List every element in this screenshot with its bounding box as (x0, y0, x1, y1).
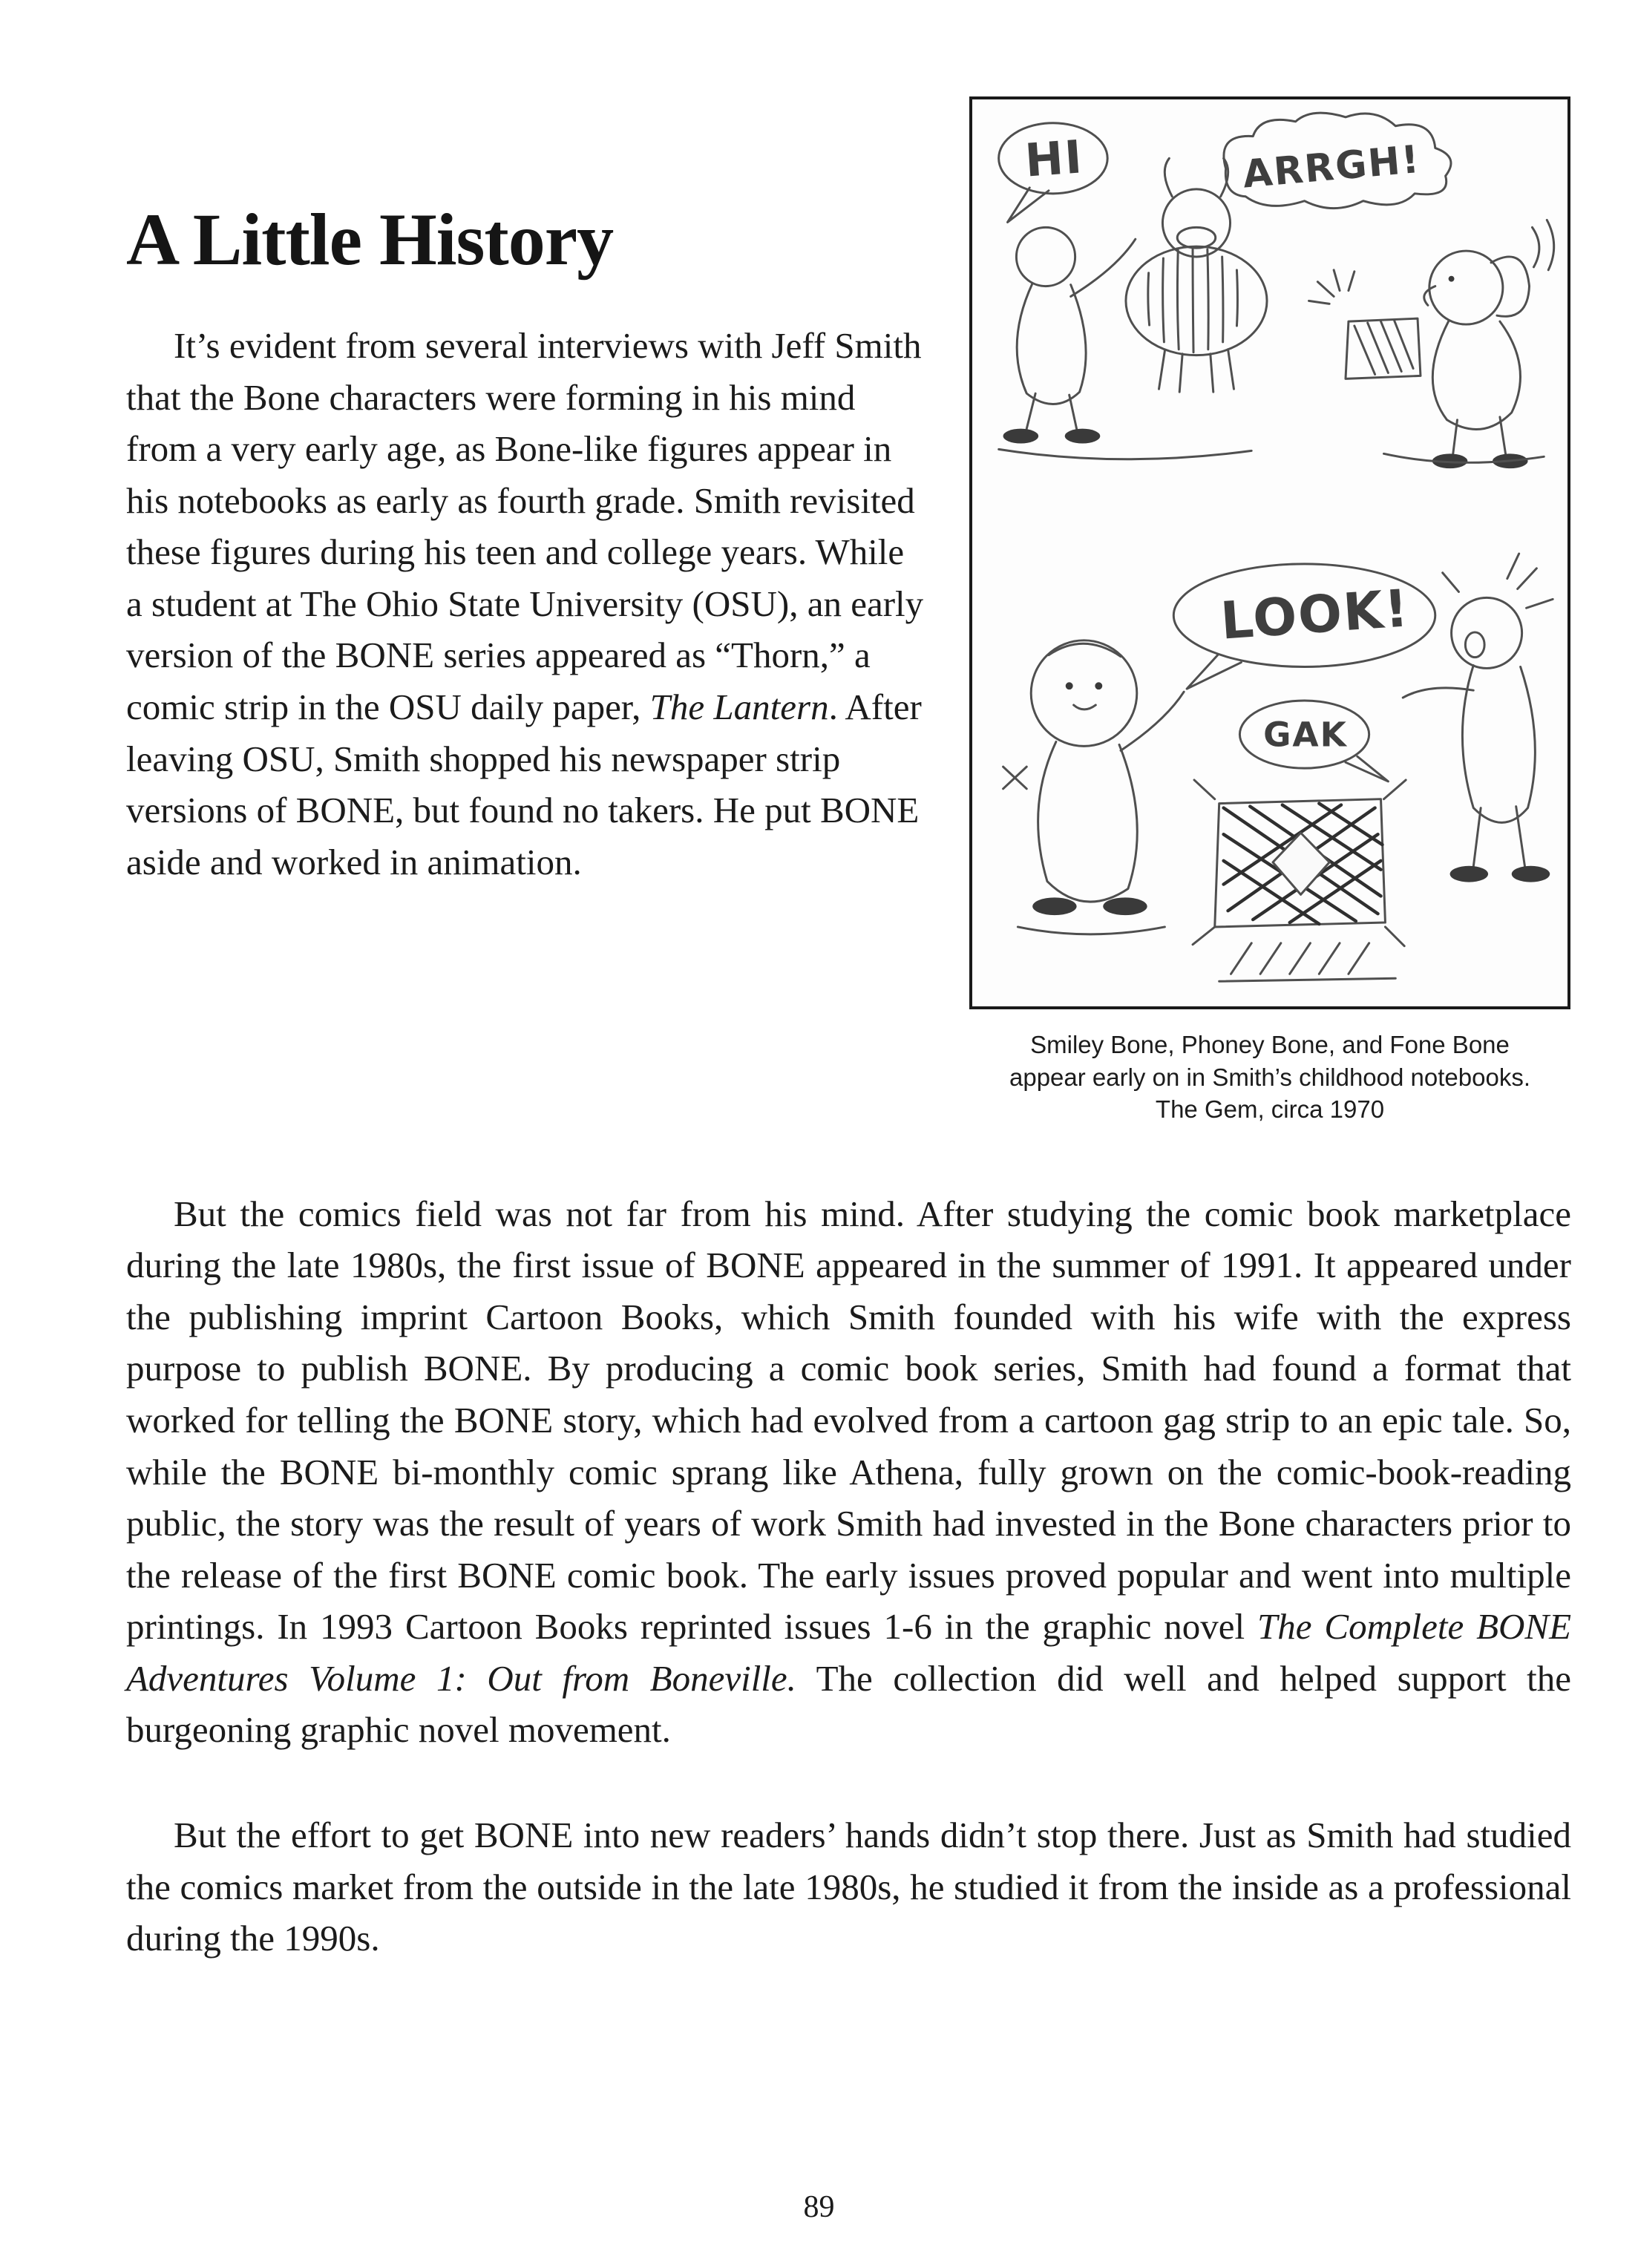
left-column (126, 96, 928, 888)
figure-caption: Smiley Bone, Phoney Bone, and Fone Bone appear early on in Smith’s childhood notebooks. The Gem, circa 1970 (1009, 1031, 1530, 1124)
boneville-title-italic: The Complete BONE Adventures Volume 1: Out from Boneville. (126, 1606, 1572, 1699)
closing-paragraph: But the effort to get BONE into new readers’ hands didn’t stop there. Just as Smith had studied the comics market from the outside in the late 1980s, he studied it from the inside as a professional during the 1990s. (126, 1815, 1571, 1959)
speech-bubble-look-text: LOOK! (1219, 579, 1412, 652)
childhood-sketch-figure (969, 96, 1570, 1126)
hatch-marks-sketch (1219, 943, 1396, 981)
dog-character-sketch (1424, 220, 1554, 468)
page-heading: A Little History (126, 198, 614, 281)
sketch-image-frame (969, 96, 1570, 1009)
waving-character-sketch (1003, 227, 1136, 443)
top-section (126, 96, 1571, 1126)
hatched-crate-sketch (1308, 270, 1420, 379)
pointing-character-sketch (1403, 554, 1553, 882)
intro-paragraph (126, 320, 928, 888)
paragraph-text: The collection did well and helped support the burgeoning graphic novel movement. (126, 1657, 1571, 1751)
paragraph-text: . After leaving OSU, Smith shopped his newspaper strip versions of BONE, but found no takers. He put BONE aside and worked in animation. (126, 686, 922, 882)
history-paragraph (126, 1188, 1571, 1756)
speech-bubble-gak-text: GAK (1263, 715, 1348, 755)
speech-bubble-arrgh-text: ARRGH! (1241, 137, 1423, 197)
paragraph-text: It’s evident from several interviews with Jeff Smith that the Bone characters were forming in his mind from a very early age, as Bone-like figures appear in his notebooks as early as fourth grade. Smith revisited these figures during his teen and college years. While a student at The Ohio State University (OSU), an early version of the BONE series appeared as “Thorn,” a comic strip in the OSU daily paper, (126, 325, 924, 728)
ground-line-sketch (1018, 927, 1164, 934)
page-number: 89 (803, 2190, 835, 2224)
sketch-drawing (972, 99, 1567, 1006)
speech-bubble-hi-text: HI (1023, 131, 1085, 188)
pencil-sketch (999, 113, 1554, 981)
paragraph-text: But the comics field was not far from his mind. After studying the comic book marketplace during the late 1980s, the first issue of BONE appeared in the summer of 1991. It appeared under the publishing imprint Cartoon Books, which Smith founded with his wife with the express purpose to publish BONE. By producing a comic book series, Smith had found a format that worked for telling the BONE story, which had evolved from a cartoon gag strip to an epic tale. So, while the BONE bi-monthly comic sprang like Athena, fully grown on the comic-book-reading public, the story was the result of years of work Smith had invested in the Bone characters prior to the release of the first BONE comic book. The early issues proved popular and went into multiple printings. In 1993 Cartoon Books reprinted issues 1-6 in the graphic novel (126, 1193, 1571, 1648)
explosion-scribble-sketch (1193, 780, 1406, 946)
lantern-title-italic: The Lantern (649, 686, 829, 728)
bone-character-sketch (1003, 640, 1185, 915)
